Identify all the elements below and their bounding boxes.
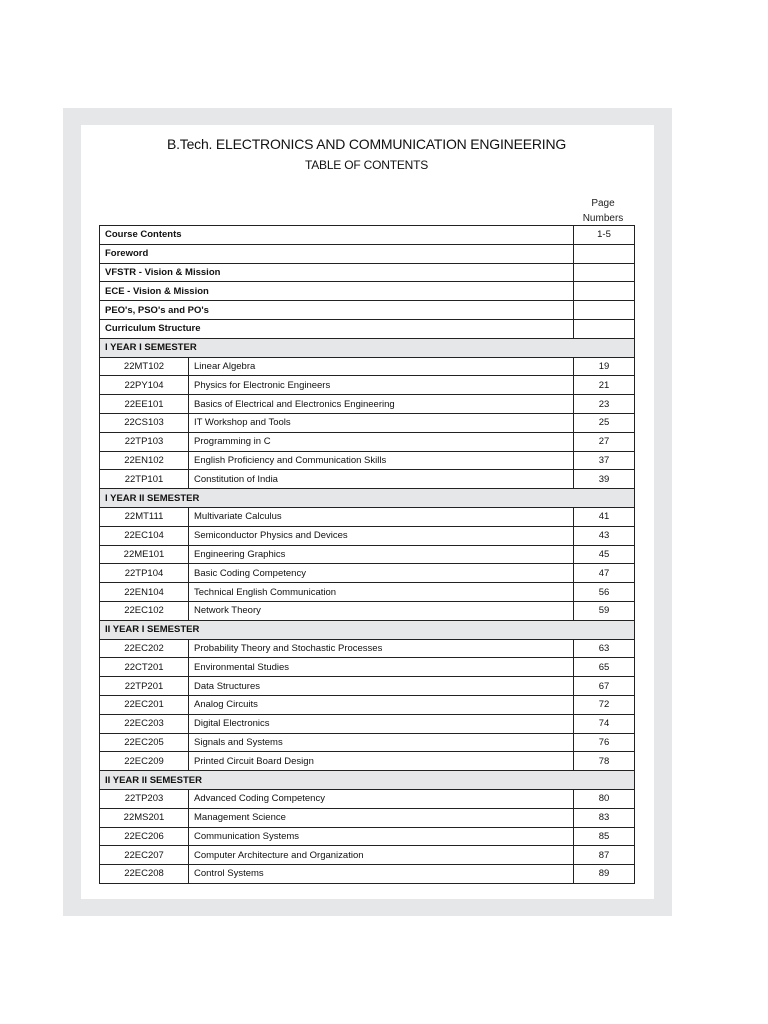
course-name: Analog Circuits — [189, 695, 574, 714]
semester-heading: II YEAR I SEMESTER — [100, 620, 635, 639]
course-row[interactable] — [100, 432, 635, 451]
course-row[interactable] — [100, 470, 635, 489]
course-name: Physics for Electronic Engineers — [189, 376, 574, 395]
course-row[interactable] — [100, 827, 635, 846]
course-code: 22EC202 — [100, 639, 189, 658]
course-page-number: 56 — [574, 583, 635, 602]
section-row[interactable] — [100, 263, 635, 282]
course-row[interactable] — [100, 865, 635, 884]
course-name: Semiconductor Physics and Devices — [189, 526, 574, 545]
course-code: 22TP101 — [100, 470, 189, 489]
section-row[interactable] — [100, 244, 635, 263]
course-code: 22EC207 — [100, 846, 189, 865]
section-row[interactable] — [100, 282, 635, 301]
course-name: Data Structures — [189, 677, 574, 696]
course-page-number: 23 — [574, 395, 635, 414]
section-page-number — [574, 319, 635, 338]
section-title: ECE - Vision & Mission — [100, 282, 574, 301]
course-page-number: 47 — [574, 564, 635, 583]
course-page-number: 43 — [574, 526, 635, 545]
course-name: Basics of Electrical and Electronics Engineering — [189, 395, 574, 414]
course-name: IT Workshop and Tools — [189, 413, 574, 432]
course-code: 22EC104 — [100, 526, 189, 545]
course-code: 22EC206 — [100, 827, 189, 846]
section-row[interactable] — [100, 301, 635, 320]
course-page-number: 89 — [574, 865, 635, 884]
course-page-number: 87 — [574, 846, 635, 865]
course-page-number: 63 — [574, 639, 635, 658]
course-code: 22EC201 — [100, 695, 189, 714]
course-page-number: 21 — [574, 376, 635, 395]
course-row[interactable] — [100, 564, 635, 583]
course-name: Signals and Systems — [189, 733, 574, 752]
section-title: VFSTR - Vision & Mission — [100, 263, 574, 282]
section-title: Curriculum Structure — [100, 319, 574, 338]
course-code: 22EC102 — [100, 601, 189, 620]
course-row[interactable] — [100, 714, 635, 733]
section-page-number — [574, 301, 635, 320]
course-page-number: 27 — [574, 432, 635, 451]
document-subtitle: TABLE OF CONTENTS — [304, 158, 429, 172]
course-name: Network Theory — [189, 601, 574, 620]
section-title: PEO's, PSO's and PO's — [100, 301, 574, 320]
course-code: 22EN104 — [100, 583, 189, 602]
semester-heading: I YEAR I SEMESTER — [100, 338, 635, 357]
course-page-number: 59 — [574, 601, 635, 620]
course-page-number: 83 — [574, 808, 635, 827]
course-page-number: 72 — [574, 695, 635, 714]
course-name: Environmental Studies — [189, 658, 574, 677]
semester-heading-row — [100, 338, 635, 357]
course-row[interactable] — [100, 376, 635, 395]
section-row[interactable] — [100, 319, 635, 338]
course-page-number: 41 — [574, 507, 635, 526]
course-name: Technical English Communication — [189, 583, 574, 602]
course-name: Constitution of India — [189, 470, 574, 489]
course-row[interactable] — [100, 413, 635, 432]
course-code: 22MT111 — [100, 507, 189, 526]
course-row[interactable] — [100, 357, 635, 376]
course-name: Probability Theory and Stochastic Processes — [189, 639, 574, 658]
course-row[interactable] — [100, 395, 635, 414]
course-name: Computer Architecture and Organization — [189, 846, 574, 865]
page-numbers-header-line2: Numbers — [582, 213, 624, 224]
course-code: 22EC203 — [100, 714, 189, 733]
course-page-number: 78 — [574, 752, 635, 771]
course-code: 22CS103 — [100, 413, 189, 432]
semester-heading: II YEAR II SEMESTER — [100, 771, 635, 790]
course-row[interactable] — [100, 507, 635, 526]
course-name: Management Science — [189, 808, 574, 827]
course-name: Programming in C — [189, 432, 574, 451]
course-code: 22EN102 — [100, 451, 189, 470]
section-page-number — [574, 263, 635, 282]
course-row[interactable] — [100, 583, 635, 602]
course-name: Control Systems — [189, 865, 574, 884]
course-name: Linear Algebra — [189, 357, 574, 376]
course-code: 22EC208 — [100, 865, 189, 884]
course-code: 22TP103 — [100, 432, 189, 451]
page-numbers-header-line1: Page — [591, 198, 615, 209]
course-code: 22PY104 — [100, 376, 189, 395]
course-name: Communication Systems — [189, 827, 574, 846]
course-name: Basic Coding Competency — [189, 564, 574, 583]
course-row[interactable] — [100, 808, 635, 827]
contents-table — [99, 225, 635, 884]
course-page-number: 76 — [574, 733, 635, 752]
course-page-number: 39 — [574, 470, 635, 489]
course-page-number: 45 — [574, 545, 635, 564]
course-page-number: 65 — [574, 658, 635, 677]
section-title: Course Contents — [100, 226, 574, 245]
course-name: Advanced Coding Competency — [189, 789, 574, 808]
course-name: Digital Electronics — [189, 714, 574, 733]
course-row[interactable] — [100, 601, 635, 620]
course-code: 22MS201 — [100, 808, 189, 827]
course-code: 22ME101 — [100, 545, 189, 564]
course-page-number: 85 — [574, 827, 635, 846]
course-page-number: 19 — [574, 357, 635, 376]
course-row[interactable] — [100, 526, 635, 545]
course-code: 22TP104 — [100, 564, 189, 583]
course-page-number: 74 — [574, 714, 635, 733]
document-title: B.Tech. ELECTRONICS AND COMMUNICATION ENGINEERING — [166, 136, 567, 152]
course-row[interactable] — [100, 733, 635, 752]
course-row[interactable] — [100, 752, 635, 771]
course-row[interactable] — [100, 451, 635, 470]
course-code: 22TP201 — [100, 677, 189, 696]
course-page-number: 67 — [574, 677, 635, 696]
course-row[interactable] — [100, 545, 635, 564]
semester-heading-row — [100, 620, 635, 639]
course-code: 22MT102 — [100, 357, 189, 376]
course-page-number: 37 — [574, 451, 635, 470]
course-page-number: 25 — [574, 413, 635, 432]
course-code: 22EC209 — [100, 752, 189, 771]
course-name: Printed Circuit Board Design — [189, 752, 574, 771]
semester-heading-row — [100, 489, 635, 508]
section-row[interactable] — [100, 226, 635, 245]
course-name: Multivariate Calculus — [189, 507, 574, 526]
course-page-number: 80 — [574, 789, 635, 808]
course-name: English Proficiency and Communication Skills — [189, 451, 574, 470]
section-title: Foreword — [100, 244, 574, 263]
section-page-number: 1-5 — [574, 226, 635, 245]
course-row[interactable] — [100, 846, 635, 865]
course-row[interactable] — [100, 789, 635, 808]
page-numbers-header — [573, 196, 633, 226]
course-row[interactable] — [100, 677, 635, 696]
course-row[interactable] — [100, 639, 635, 658]
course-code: 22TP203 — [100, 789, 189, 808]
semester-heading: I YEAR II SEMESTER — [100, 489, 635, 508]
course-row[interactable] — [100, 695, 635, 714]
section-page-number — [574, 244, 635, 263]
course-code: 22EC205 — [100, 733, 189, 752]
course-code: 22CT201 — [100, 658, 189, 677]
semester-heading-row — [100, 771, 635, 790]
course-code: 22EE101 — [100, 395, 189, 414]
course-row[interactable] — [100, 658, 635, 677]
course-name: Engineering Graphics — [189, 545, 574, 564]
section-page-number — [574, 282, 635, 301]
